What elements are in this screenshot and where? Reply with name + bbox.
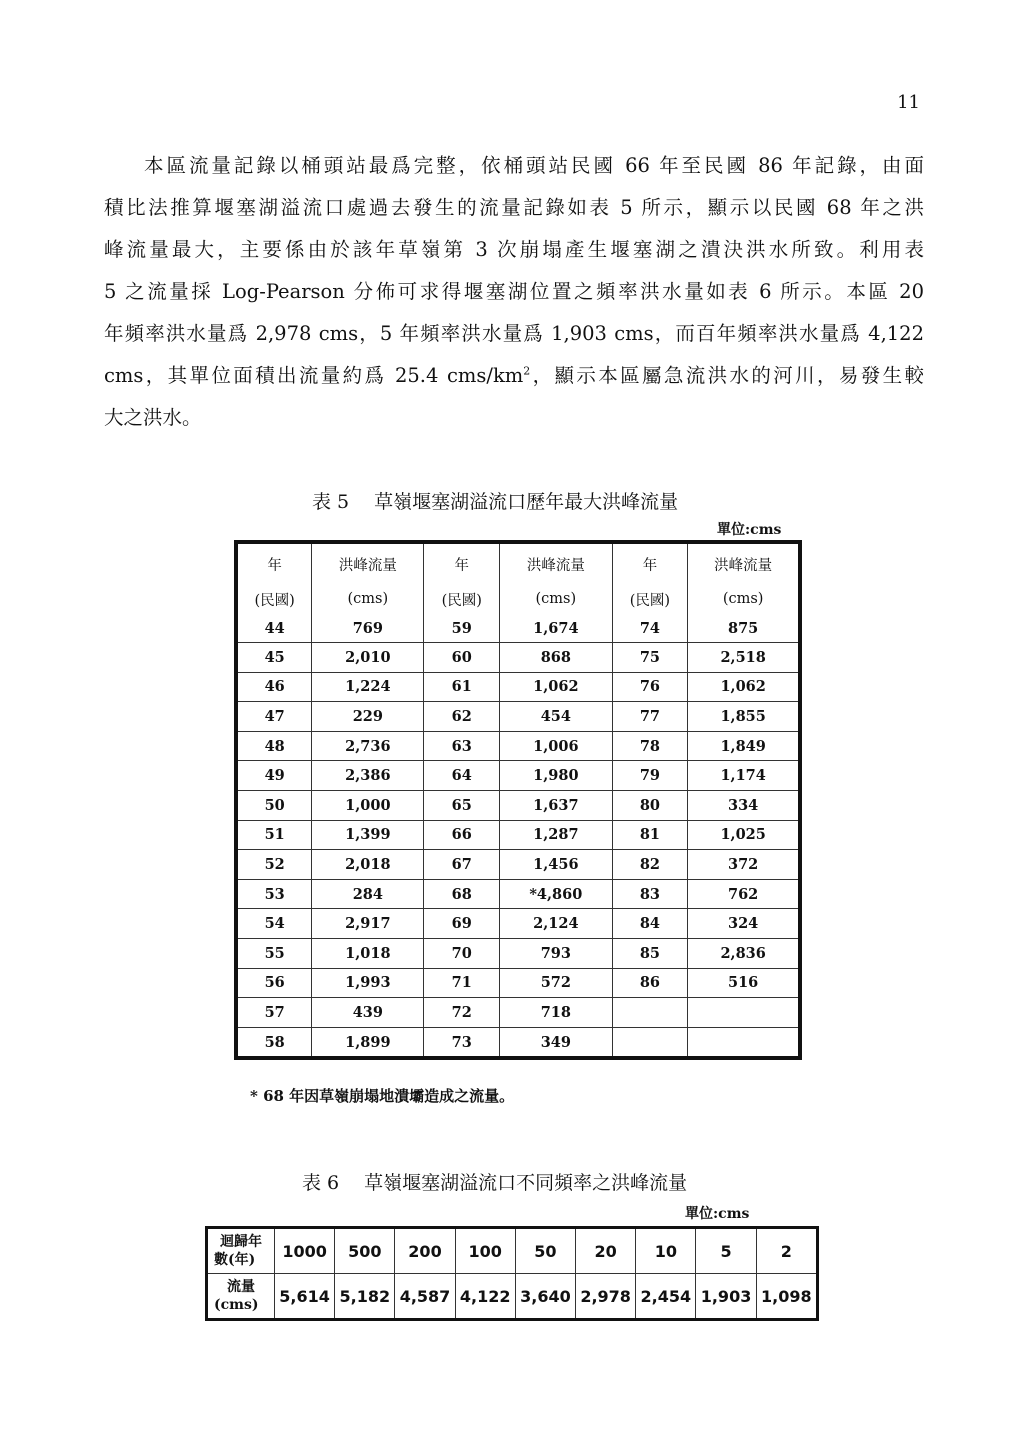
table-row — [236, 909, 800, 939]
cell-year: 67 — [424, 850, 500, 880]
cell-flow: 769 — [312, 614, 424, 643]
column-subheader-flow: (cms) — [688, 584, 800, 614]
cell-year: 82 — [612, 850, 688, 880]
cell-year — [612, 1027, 688, 1058]
cell-flow: 4,587 — [395, 1274, 455, 1320]
cell-flow: 2,454 — [636, 1274, 696, 1320]
cell-year: 44 — [236, 614, 312, 643]
paragraph-line: 年頻率洪水量爲 2,978 cms，5 年頻率洪水量爲 1,903 cms，而百年頻率洪水量爲 4,122 — [104, 322, 924, 345]
cell-flow: 2,736 — [312, 731, 424, 761]
cell-flow: 1,980 — [500, 761, 612, 791]
cell-return-period: 100 — [455, 1228, 515, 1274]
paragraph-line: 大之洪水。 — [104, 406, 202, 429]
table6-return-period-row — [207, 1228, 818, 1274]
row-header-flow — [207, 1274, 275, 1320]
column-header-flow: 洪峰流量 — [688, 542, 800, 584]
cell-year: 59 — [424, 614, 500, 643]
cell-year: 55 — [236, 938, 312, 968]
cell-flow: 875 — [688, 614, 800, 643]
table5-header-subrow — [236, 584, 800, 614]
cell-flow: 1,674 — [500, 614, 612, 643]
table6-caption: 表 6 草嶺堰塞湖溢流口不同頻率之洪峰流量 — [302, 1172, 688, 1194]
cell-year: 58 — [236, 1027, 312, 1058]
column-header-flow: 洪峰流量 — [500, 542, 612, 584]
paragraph-line: 5 之流量採 Log-Pearson 分佈可求得堰塞湖位置之頻率洪水量如表 6 所示。本區 20 — [104, 280, 924, 303]
cell-flow: 793 — [500, 938, 612, 968]
table-row — [236, 672, 800, 702]
cell-flow: 2,124 — [500, 909, 612, 939]
cell-year: 54 — [236, 909, 312, 939]
cell-flow: 5,614 — [275, 1274, 335, 1320]
cell-flow: 1,025 — [688, 820, 800, 850]
cell-flow: 1,098 — [756, 1274, 817, 1320]
paragraph-text: ，顯示本區屬急流洪水的河川，易發生較 — [530, 364, 924, 387]
cell-flow: 1,903 — [696, 1274, 756, 1320]
paragraph-line: 積比法推算堰塞湖溢流口處過去發生的流量記錄如表 5 所示，顯示以民國 68 年之洪 — [104, 196, 924, 219]
table-row — [236, 998, 800, 1028]
cell-flow: 1,000 — [312, 790, 424, 820]
cell-return-period: 200 — [395, 1228, 455, 1274]
cell-flow: 334 — [688, 790, 800, 820]
cell-year: 74 — [612, 614, 688, 643]
cell-year: 85 — [612, 938, 688, 968]
cell-flow: 2,386 — [312, 761, 424, 791]
cell-year: 84 — [612, 909, 688, 939]
cell-year: 57 — [236, 998, 312, 1028]
cell-year: 46 — [236, 672, 312, 702]
table-row — [236, 731, 800, 761]
cell-flow: 324 — [688, 909, 800, 939]
cell-return-period: 500 — [335, 1228, 395, 1274]
cell-year — [612, 998, 688, 1028]
cell-flow: 1,399 — [312, 820, 424, 850]
row-header-text: (cms) — [214, 1297, 259, 1313]
table6 — [205, 1226, 819, 1321]
column-subheader-flow: (cms) — [312, 584, 424, 614]
table5 — [234, 540, 802, 1060]
cell-return-period: 1000 — [275, 1228, 335, 1274]
cell-flow: 1,287 — [500, 820, 612, 850]
cell-flow: 1,899 — [312, 1027, 424, 1058]
cell-flow: 1,062 — [500, 672, 612, 702]
table6-unit: 單位:cms — [685, 1206, 750, 1222]
cell-flow: 2,010 — [312, 643, 424, 673]
cell-flow: 3,640 — [515, 1274, 575, 1320]
table-row — [236, 968, 800, 998]
cell-year: 50 — [236, 790, 312, 820]
cell-year: 56 — [236, 968, 312, 998]
cell-year: 69 — [424, 909, 500, 939]
row-header-text: 迴歸年 — [220, 1234, 262, 1250]
cell-return-period: 5 — [696, 1228, 756, 1274]
cell-return-period: 50 — [515, 1228, 575, 1274]
table-row — [236, 879, 800, 909]
cell-year: 63 — [424, 731, 500, 761]
cell-flow: 1,855 — [688, 702, 800, 732]
cell-flow: 1,224 — [312, 672, 424, 702]
cell-flow: 868 — [500, 643, 612, 673]
table5-header-row — [236, 542, 800, 584]
superscript: 2 — [523, 364, 531, 378]
table-row — [236, 938, 800, 968]
table-row — [236, 614, 800, 643]
cell-year: 51 — [236, 820, 312, 850]
table5-body — [236, 614, 800, 1058]
cell-flow: 1,018 — [312, 938, 424, 968]
cell-flow: 516 — [688, 968, 800, 998]
cell-year: 52 — [236, 850, 312, 880]
cell-year: 66 — [424, 820, 500, 850]
cell-flow: 284 — [312, 879, 424, 909]
column-subheader-year: (民國) — [612, 584, 688, 614]
cell-flow: 1,993 — [312, 968, 424, 998]
cell-flow: 1,849 — [688, 731, 800, 761]
cell-flow: 2,836 — [688, 938, 800, 968]
cell-flow: 2,518 — [688, 643, 800, 673]
cell-flow: 454 — [500, 702, 612, 732]
cell-year: 80 — [612, 790, 688, 820]
cell-year: 71 — [424, 968, 500, 998]
cell-year: 53 — [236, 879, 312, 909]
cell-flow: 1,006 — [500, 731, 612, 761]
cell-flow: 1,174 — [688, 761, 800, 791]
cell-flow: 5,182 — [335, 1274, 395, 1320]
cell-year: 86 — [612, 968, 688, 998]
table6-flow-row — [207, 1274, 818, 1320]
cell-year: 61 — [424, 672, 500, 702]
table5-footnote: * 68 年因草嶺崩塌地潰壩造成之流量。 — [250, 1087, 515, 1105]
cell-flow: 4,122 — [455, 1274, 515, 1320]
row-header-return-period — [207, 1228, 275, 1274]
row-header-text: 數(年) — [214, 1252, 256, 1268]
column-header-year: 年 — [424, 542, 500, 584]
cell-year: 47 — [236, 702, 312, 732]
cell-year: 65 — [424, 790, 500, 820]
cell-flow: 349 — [500, 1027, 612, 1058]
cell-year: 73 — [424, 1027, 500, 1058]
cell-year: 70 — [424, 938, 500, 968]
column-subheader-year: (民國) — [424, 584, 500, 614]
cell-flow: 572 — [500, 968, 612, 998]
paragraph-line: 本區流量記錄以桶頭站最爲完整，依桶頭站民國 66 年至民國 86 年記錄，由面 — [144, 154, 924, 177]
paragraph-line: 峰流量最大，主要係由於該年草嶺第 3 次崩塌產生堰塞湖之潰決洪水所致。利用表 — [104, 238, 924, 261]
cell-year: 81 — [612, 820, 688, 850]
cell-flow: 1,637 — [500, 790, 612, 820]
table-row — [236, 790, 800, 820]
table5-unit: 單位:cms — [717, 522, 782, 538]
cell-year: 76 — [612, 672, 688, 702]
cell-flow: 762 — [688, 879, 800, 909]
cell-return-period: 10 — [636, 1228, 696, 1274]
cell-flow: 2,018 — [312, 850, 424, 880]
column-header-year: 年 — [612, 542, 688, 584]
cell-year: 49 — [236, 761, 312, 791]
cell-year: 64 — [424, 761, 500, 791]
cell-flow: 229 — [312, 702, 424, 732]
row-header-text: 流量 — [227, 1279, 255, 1295]
cell-flow: 2,917 — [312, 909, 424, 939]
paragraph-line — [104, 355, 924, 397]
cell-flow: 718 — [500, 998, 612, 1028]
cell-year: 68 — [424, 879, 500, 909]
cell-year: 79 — [612, 761, 688, 791]
cell-year: 48 — [236, 731, 312, 761]
cell-year: 83 — [612, 879, 688, 909]
column-subheader-year: (民國) — [236, 584, 312, 614]
cell-flow: *4,860 — [500, 879, 612, 909]
cell-year: 60 — [424, 643, 500, 673]
cell-flow: 372 — [688, 850, 800, 880]
cell-flow: 2,978 — [576, 1274, 636, 1320]
cell-year: 62 — [424, 702, 500, 732]
cell-flow — [688, 1027, 800, 1058]
cell-year: 78 — [612, 731, 688, 761]
cell-return-period: 20 — [576, 1228, 636, 1274]
cell-flow: 1,456 — [500, 850, 612, 880]
table-row — [236, 761, 800, 791]
cell-year: 72 — [424, 998, 500, 1028]
column-header-flow: 洪峰流量 — [312, 542, 424, 584]
cell-year: 45 — [236, 643, 312, 673]
body-paragraph — [104, 145, 924, 439]
table-row — [236, 850, 800, 880]
table-row — [236, 643, 800, 673]
paragraph-text: cms，其單位面積出流量約爲 25.4 cms/km — [104, 364, 524, 387]
page-number: 11 — [897, 92, 920, 113]
cell-flow: 439 — [312, 998, 424, 1028]
cell-return-period: 2 — [756, 1228, 817, 1274]
cell-year: 77 — [612, 702, 688, 732]
cell-flow — [688, 998, 800, 1028]
cell-flow: 1,062 — [688, 672, 800, 702]
table-row — [236, 820, 800, 850]
column-subheader-flow: (cms) — [500, 584, 612, 614]
table-row — [236, 1027, 800, 1058]
column-header-year: 年 — [236, 542, 312, 584]
cell-year: 75 — [612, 643, 688, 673]
table5-caption: 表 5 草嶺堰塞湖溢流口歷年最大洪峰流量 — [312, 491, 679, 513]
table-row — [236, 702, 800, 732]
